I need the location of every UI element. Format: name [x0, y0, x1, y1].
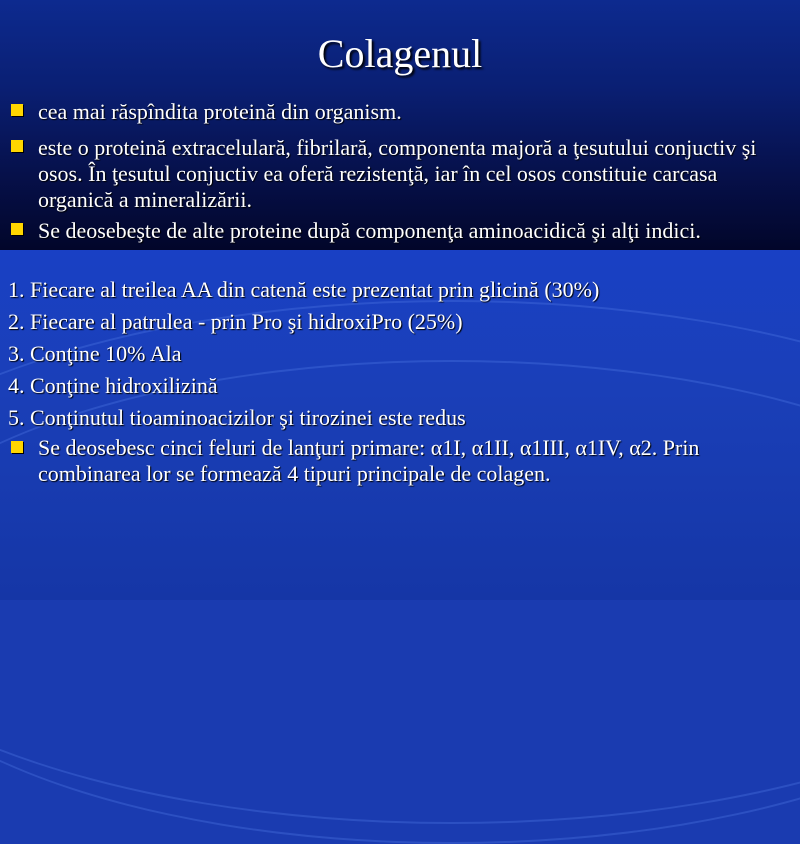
- numbered-item: 1. Fiecare al treilea AA din catenă este prezentat prin glicină (30%): [8, 277, 600, 302]
- bullet-item: cea mai răspîndita proteină din organism.: [38, 99, 402, 124]
- numbered-item: 5. Conţinutul tioaminoacizilor şi tirozinei este redus: [8, 405, 466, 430]
- square-bullet-icon: [11, 441, 23, 453]
- numbered-item: 2. Fiecare al patrulea - prin Pro şi hidroxiPro (25%): [8, 309, 463, 334]
- square-bullet-icon: [11, 140, 23, 152]
- background-swoosh: [0, 360, 800, 844]
- numbered-item: 3. Conţine 10% Ala: [8, 341, 182, 366]
- bullet-item: este o proteină extracelulară, fibrilară, componenta majoră a ţesutului conjuctiv şi osos. În ţesutul conjuctiv ea oferă rezistenţă, iar în cel osos constituie carcasa organică a mineralizării.: [38, 135, 757, 212]
- bullet-item: Se deosebesc cinci feluri de lanţuri primare: α1I, α1II, α1III, α1IV, α2. Prin combinarea lor se formează 4 tipuri principale de colagen.: [38, 435, 700, 486]
- square-bullet-icon: [11, 104, 23, 116]
- slide-title: Colagenul: [317, 31, 483, 76]
- square-bullet-icon: [11, 223, 23, 235]
- bullet-item: Se deosebeşte de alte proteine după componenţa aminoacidică şi alţi indici.: [38, 218, 701, 243]
- numbered-item: 4. Conţine hidroxilizină: [8, 373, 218, 398]
